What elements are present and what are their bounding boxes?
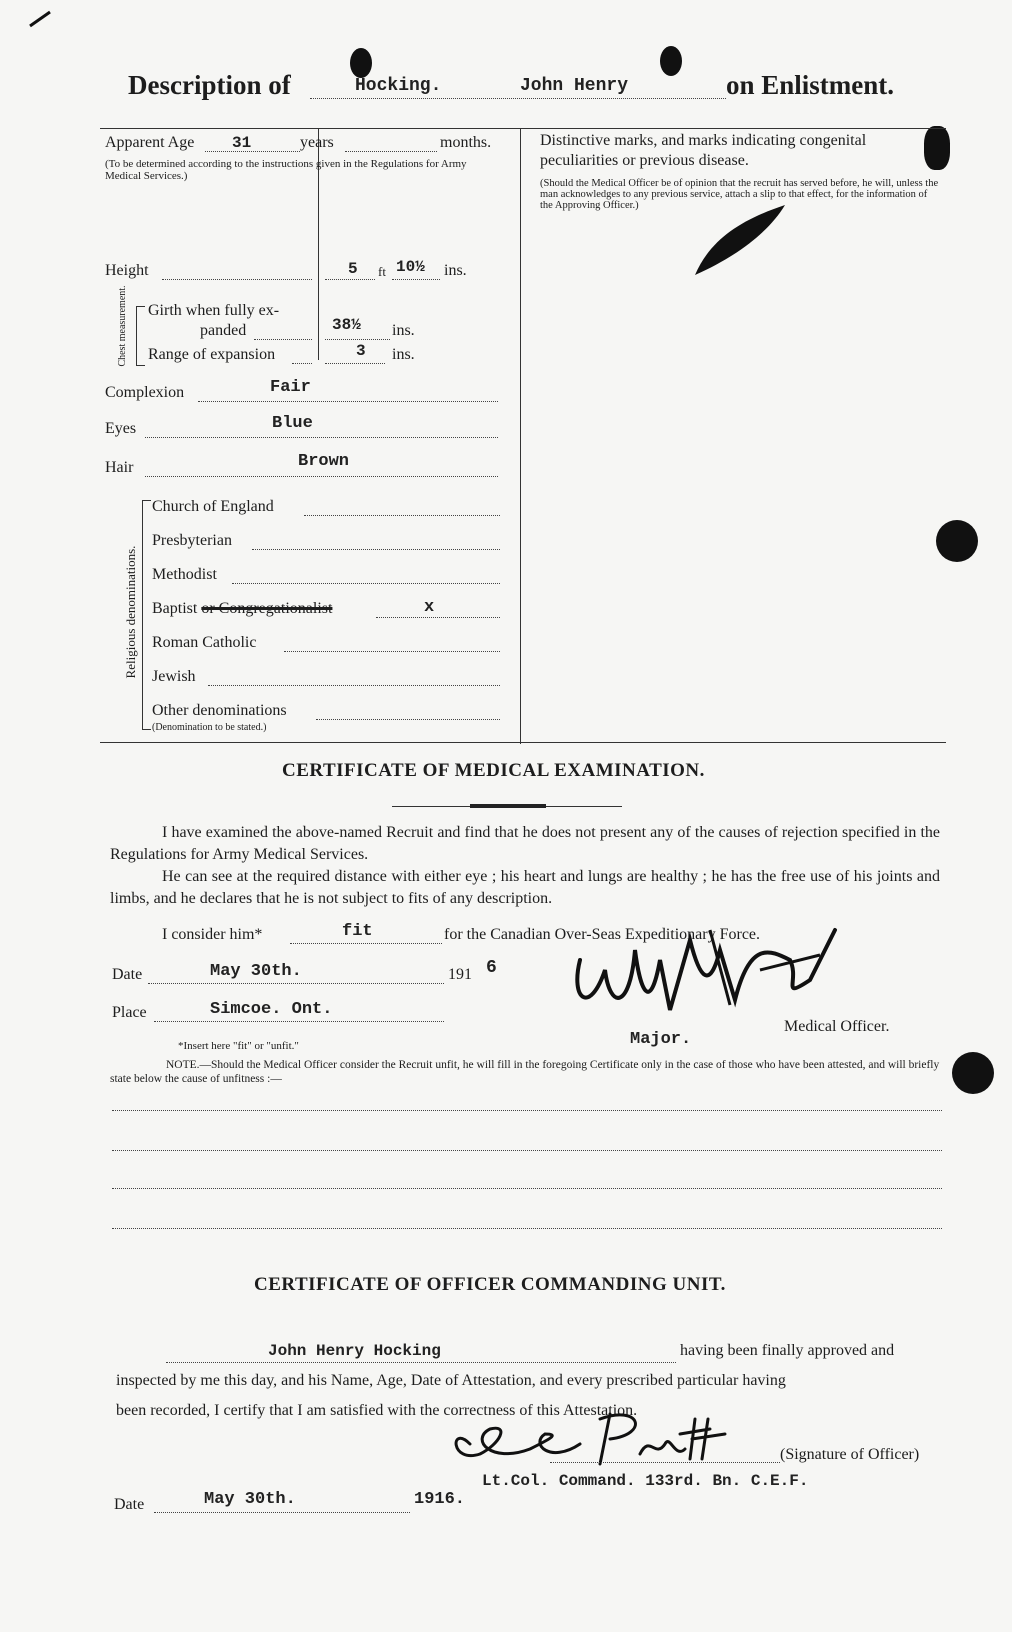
girth-ins-label: ins. xyxy=(392,322,415,339)
religion-baptist xyxy=(152,600,332,618)
surname-field: Hocking. xyxy=(355,76,442,96)
medical-officer-signature xyxy=(560,920,860,1020)
unfitness-note: NOTE.—Should the Medical Officer consider the Recruit unfit, he will fill in the foregoing Certificate only in the case of those who have been attested, and will briefly state below the cause of unfitness :— xyxy=(110,1059,940,1085)
religion-jewish: Jewish xyxy=(152,668,196,685)
medical-date-value: May 30th. xyxy=(210,962,302,981)
commanding-officer-signature xyxy=(440,1404,730,1474)
religion-presbyterian: Presbyterian xyxy=(152,532,232,549)
inspected-label: inspected by me this day, and his Name, Age, Date of Attestation, and every prescribed particular having xyxy=(116,1372,786,1389)
certify-label: been recorded, I certify that I am satisfied with the correctness of this Attestation. xyxy=(116,1402,638,1419)
commanding-year-value: 1916. xyxy=(414,1490,466,1509)
height-feet-value: 5 xyxy=(348,260,358,278)
fit-unfit-note: *Insert here "fit" or "unfit." xyxy=(178,1040,299,1052)
medical-year-prefix: 191 xyxy=(448,966,472,983)
heading-description-of: Description of xyxy=(128,70,291,100)
recruit-name-value: John Henry Hocking xyxy=(268,1342,441,1360)
distinctive-marks-label: Distinctive marks, and marks indicating congenital xyxy=(540,132,867,149)
commanding-officer-title: Lt.Col. Command. 133rd. Bn. C.E.F. xyxy=(482,1472,809,1490)
eyes-value: Blue xyxy=(272,414,313,433)
height-label: Height xyxy=(105,262,149,279)
punch-hole xyxy=(952,1052,994,1094)
religion-selected-mark: x xyxy=(424,598,435,617)
signature-of-officer-label: (Signature of Officer) xyxy=(780,1446,920,1463)
apparent-age-label: Apparent Age xyxy=(105,134,195,151)
fitness-value: fit xyxy=(342,922,373,941)
religion-other-note: (Denomination to be stated.) xyxy=(152,722,267,733)
medical-year-suffix: 6 xyxy=(486,958,497,978)
girth-value: 38½ xyxy=(332,316,361,334)
force-label: for the Canadian Over-Seas Expeditionary Force. xyxy=(444,926,761,943)
medical-paragraph-2: He can see at the required distance with either eye ; his heart and lungs are healthy ; he has the free use of his joints and limbs, and he declares that he is not subject to fits of any description. xyxy=(110,868,940,907)
commanding-certificate-title: CERTIFICATE OF OFFICER COMMANDING UNIT. xyxy=(254,1274,726,1295)
religion-methodist: Methodist xyxy=(152,566,217,583)
religion-other: Other denominations xyxy=(152,702,287,719)
medical-certificate-title: CERTIFICATE OF MEDICAL EXAMINATION. xyxy=(282,760,705,781)
girth-label: Girth when fully ex- xyxy=(148,302,280,319)
ins-label: ins. xyxy=(444,262,467,279)
hair-value: Brown xyxy=(298,452,350,471)
complexion-value: Fair xyxy=(270,378,311,397)
blot-mark xyxy=(660,46,682,76)
medical-paragraph-1: I have examined the above-named Recruit and find that he does not present any of the causes of rejection specified in the Regulations for Army Medical Services. xyxy=(110,824,940,863)
eyes-label: Eyes xyxy=(105,420,137,437)
heading-on-enlistment: on Enlistment. xyxy=(726,70,895,100)
religious-denominations-label: Religious denominations. xyxy=(123,545,138,679)
age-years-value: 31 xyxy=(232,134,252,152)
distinctive-marks-note: (Should the Medical Officer be of opinion that the recruit has served before, he will, unless the man acknowledges to any previous service, attach a slip to that effect, for the information of the Approving Officer.) xyxy=(540,178,939,211)
years-label: years xyxy=(300,134,334,151)
blot-mark xyxy=(350,48,372,78)
medical-date-label: Date xyxy=(112,966,143,983)
range-of-expansion-label: Range of expansion xyxy=(148,346,276,363)
ink-blot xyxy=(690,200,790,280)
range-value: 3 xyxy=(356,342,366,360)
age-instructions-note: (To be determined according to the instructions given in the Regulations for Army Medical Services.) xyxy=(105,158,467,182)
medical-place-value: Simcoe. Ont. xyxy=(210,1000,333,1019)
religion-congregationalist-struck: or Congregationalist xyxy=(201,600,333,617)
months-label: months. xyxy=(440,134,492,151)
corner-mark xyxy=(26,10,56,30)
complexion-label: Complexion xyxy=(105,384,185,401)
given-names-field: John Henry xyxy=(520,76,629,96)
girth-label-2: panded xyxy=(200,322,247,339)
consider-him-label: I consider him* xyxy=(162,926,263,943)
approved-label: having been finally approved and xyxy=(680,1342,895,1359)
punch-hole xyxy=(936,520,978,562)
ft-label: ft xyxy=(378,264,386,279)
religion-church-of-england: Church of England xyxy=(152,498,274,515)
distinctive-marks-label-2: peculiarities or previous disease. xyxy=(540,152,749,169)
religion-baptist-label: Baptist xyxy=(152,600,198,617)
range-ins-label: ins. xyxy=(392,346,415,363)
hair-label: Hair xyxy=(105,459,134,476)
height-inches-value: 10½ xyxy=(396,258,425,276)
blot-mark xyxy=(924,126,950,170)
commanding-date-value: May 30th. xyxy=(204,1490,296,1509)
medical-officer-rank: Major. xyxy=(630,1030,692,1049)
commanding-date-label: Date xyxy=(114,1496,145,1513)
chest-measurement-label: Chest measurement. xyxy=(117,285,128,367)
medical-place-label: Place xyxy=(112,1004,147,1021)
religion-roman-catholic: Roman Catholic xyxy=(152,634,257,651)
medical-officer-label: Medical Officer. xyxy=(784,1018,890,1035)
